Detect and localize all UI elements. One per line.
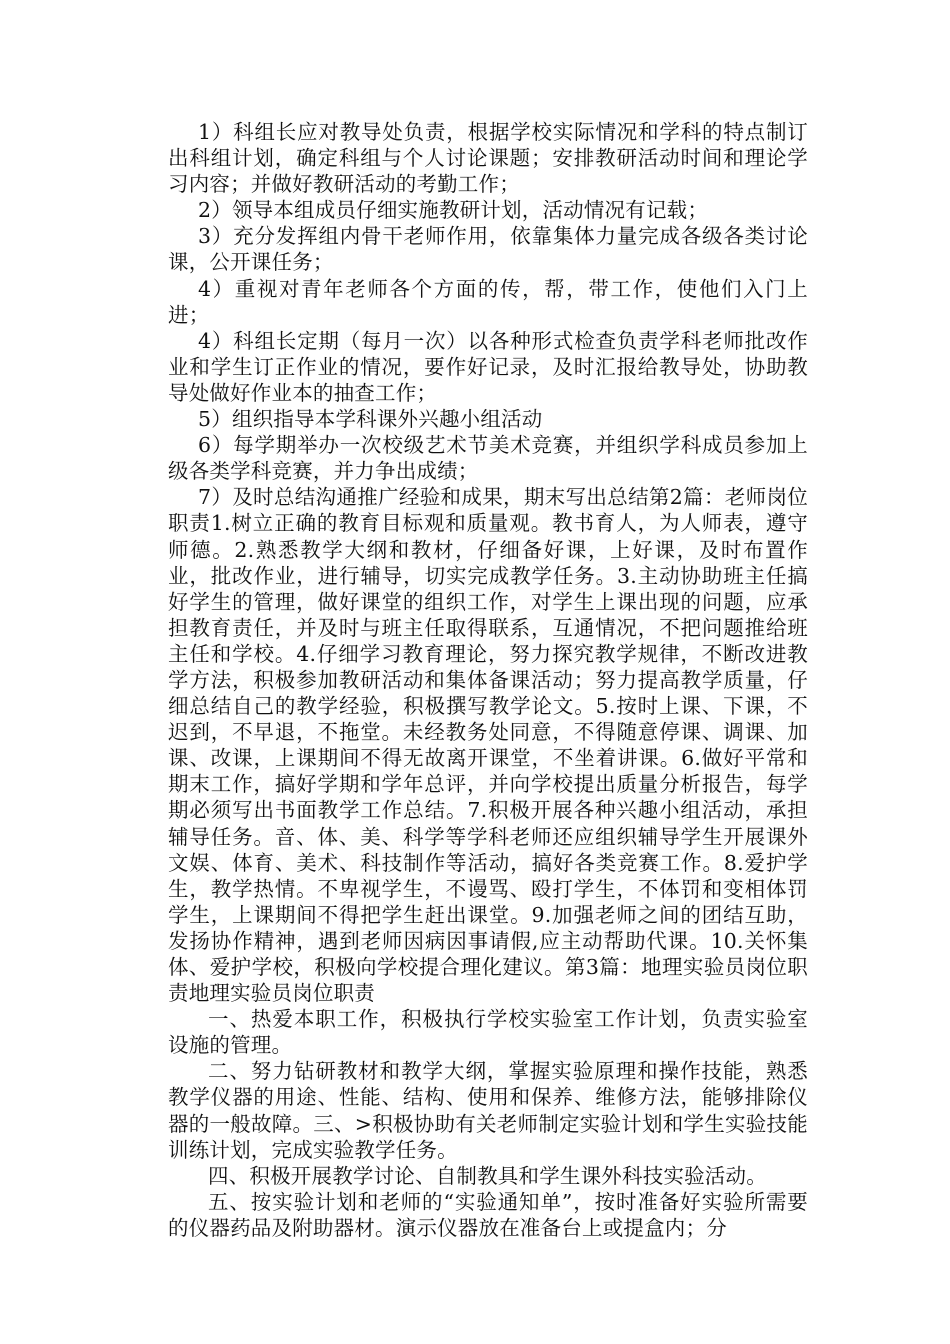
paragraph-1: 1）科组长应对教导处负责，根据学校实际情况和学科的特点制订出科组计划，确定科组与个人讨论课题；安排教研活动时间和理论学习内容；并做好教研活动的考勤工作； bbox=[168, 120, 808, 197]
paragraph-3: 3）充分发挥组内骨干老师作用，依靠集体力量完成各级各类讨论课，公开课任务； bbox=[168, 224, 808, 275]
paragraph-4: 4）重视对青年老师各个方面的传，帮，带工作，使他们入门上进； bbox=[168, 276, 808, 327]
paragraph-7: 6）每学期举办一次校级艺术节美术竞赛，并组织学科成员参加上级各类学科竞赛，并力争出成绩； bbox=[168, 433, 808, 484]
document-body bbox=[168, 119, 808, 1241]
paragraph-6: 5）组织指导本学科课外兴趣小组活动 bbox=[198, 407, 543, 432]
paragraph-8: 7）及时总结沟通推广经验和成果，期末写出总结第2篇：老师岗位职责1.树立正确的教育目标观和质量观。教书育人，为人师表，遵守师德。2.熟悉教学大纲和教材，仔细备好课，上好课，及时布置作业，批改作业，进行辅导，切实完成教学任务。3.主动协助班主任搞好学生的管理，做好课堂的组织工作，对学生上课出现的问题，应承担教育责任，并及时与班主任取得联系，互通情况，不把问题推给班主任和学校。4.仔细学习教育理论，努力探究教学规律，不断改进教学方法，积极参加教研活动和集体备课活动；努力提高教学质量，仔细总结自己的教学经验，积极撰写教学论文。5.按时上课、下课，不迟到，不早退，不拖堂。未经教务处同意，不得随意停课、调课、加课、改课，上课期间不得无故离开课堂，不坐着讲课。6.做好平常和期末工作，搞好学期和学年总评，并向学校提出质量分析报告，每学期必须写出书面教学工作总结。7.积极开展各种兴趣小组活动，承担辅导任务。音、体、美、科学等学科老师还应组织辅导学生开展课外文娱、体育、美术、科技制作等活动，搞好各类竞赛工作。8.爱护学生，教学热情。不卑视学生，不谩骂、殴打学生，不体罚和变相体罚学生，上课期间不得把学生赶出课堂。9.加强老师之间的团结互助，发扬协作精神，遇到老师因病因事请假,应主动帮助代课。10.关怀集体、爱护学校，积极向学校提合理化建议。第3篇：地理实验员岗位职责地理实验员岗位职责 bbox=[168, 485, 808, 1006]
paragraph-5: 4）科组长定期（每月一次）以各种形式检查负责学科老师批改作业和学生订正作业的情况，要作好记录，及时汇报给教导处，协助教导处做好作业本的抽查工作； bbox=[168, 328, 808, 405]
paragraph-11: 四、积极开展教学讨论、自制教具和学生课外科技实验活动。 bbox=[208, 1163, 767, 1188]
paragraph-12: 五、按实验计划和老师的“实验通知单”，按时准备好实验所需要的仪器药品及附助器材。演示仪器放在准备台上或提盒内；分 bbox=[168, 1189, 808, 1240]
paragraph-10: 二、努力钻研教材和教学大纲，掌握实验原理和操作技能，熟悉教学仪器的用途、性能、结构、使用和保养、维修方法，能够排除仪器的一般故障。三、>积极协助有关老师制定实验计划和学生实验技能训练计划，完成实验教学任务。 bbox=[168, 1059, 808, 1162]
paragraph-2: 2）领导本组成员仔细实施教研计划，活动情况有记载； bbox=[198, 198, 709, 223]
paragraph-9: 一、热爱本职工作，积极执行学校实验室工作计划，负责实验室设施的管理。 bbox=[168, 1007, 808, 1058]
